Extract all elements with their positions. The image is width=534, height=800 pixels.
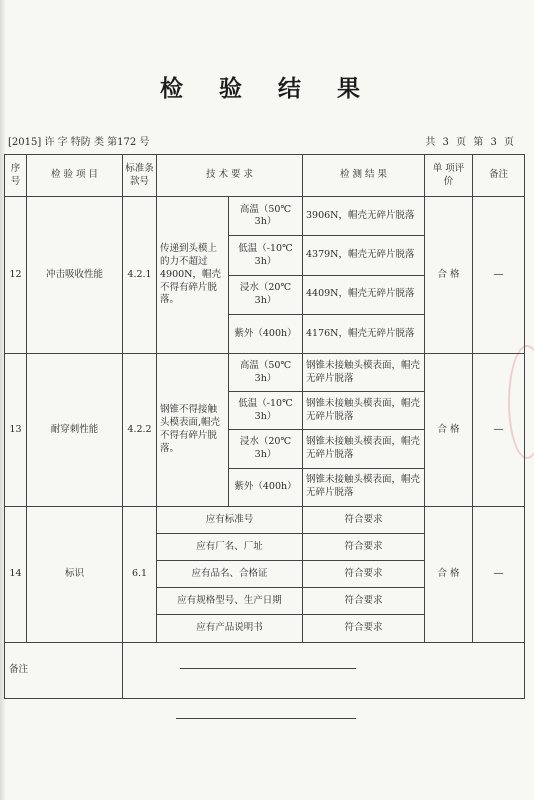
result-cell: 4379N，帽壳无碎片脱落 [303,236,425,275]
page-current: 第 3 页 [473,137,514,148]
row-remark: — [473,506,525,642]
condition-cell: 紫外（400h） [229,468,303,506]
mark-result: 符合要求 [303,506,425,533]
row-remark: — [473,197,525,354]
page-title: 检 验 结 果 [159,75,375,102]
header-remark: 备注 [473,155,525,197]
result-cell: 4409N，帽壳无碎片脱落 [303,275,425,314]
notes-underline [180,668,356,669]
notes-label: 备注 [5,642,123,698]
row-requirement: 传递到头模上的力不超过4900N，帽壳不得有碎片脱落。 [157,197,229,354]
table-header-row [5,155,525,197]
mark-result: 符合要求 [303,615,425,642]
result-cell: 钢锥未接触头模表面，帽壳无碎片脱落 [303,430,425,468]
notes-row [5,642,525,698]
results-table [4,154,525,699]
row-judgment: 合 格 [425,506,473,642]
mark-requirement: 应有品名、合格证 [157,561,303,588]
condition-cell: 高温（50℃ 3h） [229,354,303,392]
result-cell: 钢锥未接触头模表面，帽壳无碎片脱落 [303,468,425,506]
mark-requirement: 应有规格型号、生产日期 [157,588,303,615]
mark-result: 符合要求 [303,533,425,560]
condition-cell: 浸水（20℃ 3h） [229,275,303,314]
notes-content [123,642,525,698]
condition-cell: 紫外（400h） [229,314,303,353]
header-item: 检 验 项 目 [27,155,123,197]
row-judgment: 合 格 [425,354,473,507]
condition-cell: 高温（50℃ 3h） [229,197,303,236]
header-judgment: 单 项评 价 [425,155,473,197]
result-cell: 钢锥未接触头模表面，帽壳无碎片脱落 [303,354,425,392]
row-item: 冲击吸收性能 [27,197,123,354]
result-cell: 钢锥未接触头模表面，帽壳无碎片脱落 [303,392,425,430]
row-judgment: 合 格 [425,197,473,354]
row-clause: 6.1 [123,506,157,642]
header-clause: 标准条款号 [123,155,157,197]
result-cell: 4176N，帽壳无碎片脱落 [303,314,425,353]
page-total: 共 3 页 [425,137,467,148]
mark-requirement: 应有厂名、厂址 [157,533,303,560]
header-result: 检 测 结 果 [303,155,425,197]
document-number: [2015] 许 字 特防 类 第172 号 [8,137,150,148]
table-row [5,354,525,392]
condition-cell: 浸水（20℃ 3h） [229,430,303,468]
mark-result: 符合要求 [303,588,425,615]
mark-requirement: 应有产品说明书 [157,615,303,642]
page-indicator [425,133,514,148]
footer-underline [176,718,356,719]
table-row [5,197,525,236]
row-clause: 4.2.1 [123,197,157,354]
row-remark: — [473,354,525,507]
table-row [5,506,525,533]
row-item: 耐穿刺性能 [27,354,123,507]
row-no: 12 [5,197,27,354]
condition-cell: 低温（-10℃ 3h） [229,392,303,430]
mark-requirement: 应有标准号 [157,506,303,533]
condition-cell: 低温（-10℃ 3h） [229,236,303,275]
result-cell: 3906N，帽壳无碎片脱落 [303,197,425,236]
header-requirement: 技 术 要 求 [157,155,303,197]
row-clause: 4.2.2 [123,354,157,507]
mark-result: 符合要求 [303,561,425,588]
row-item: 标识 [27,506,123,642]
row-requirement: 钢锥不得接触头模表面,帽壳不得有碎片脱落。 [157,354,229,507]
row-no: 14 [5,506,27,642]
header-no: 序号 [5,155,27,197]
row-no: 13 [5,354,27,507]
